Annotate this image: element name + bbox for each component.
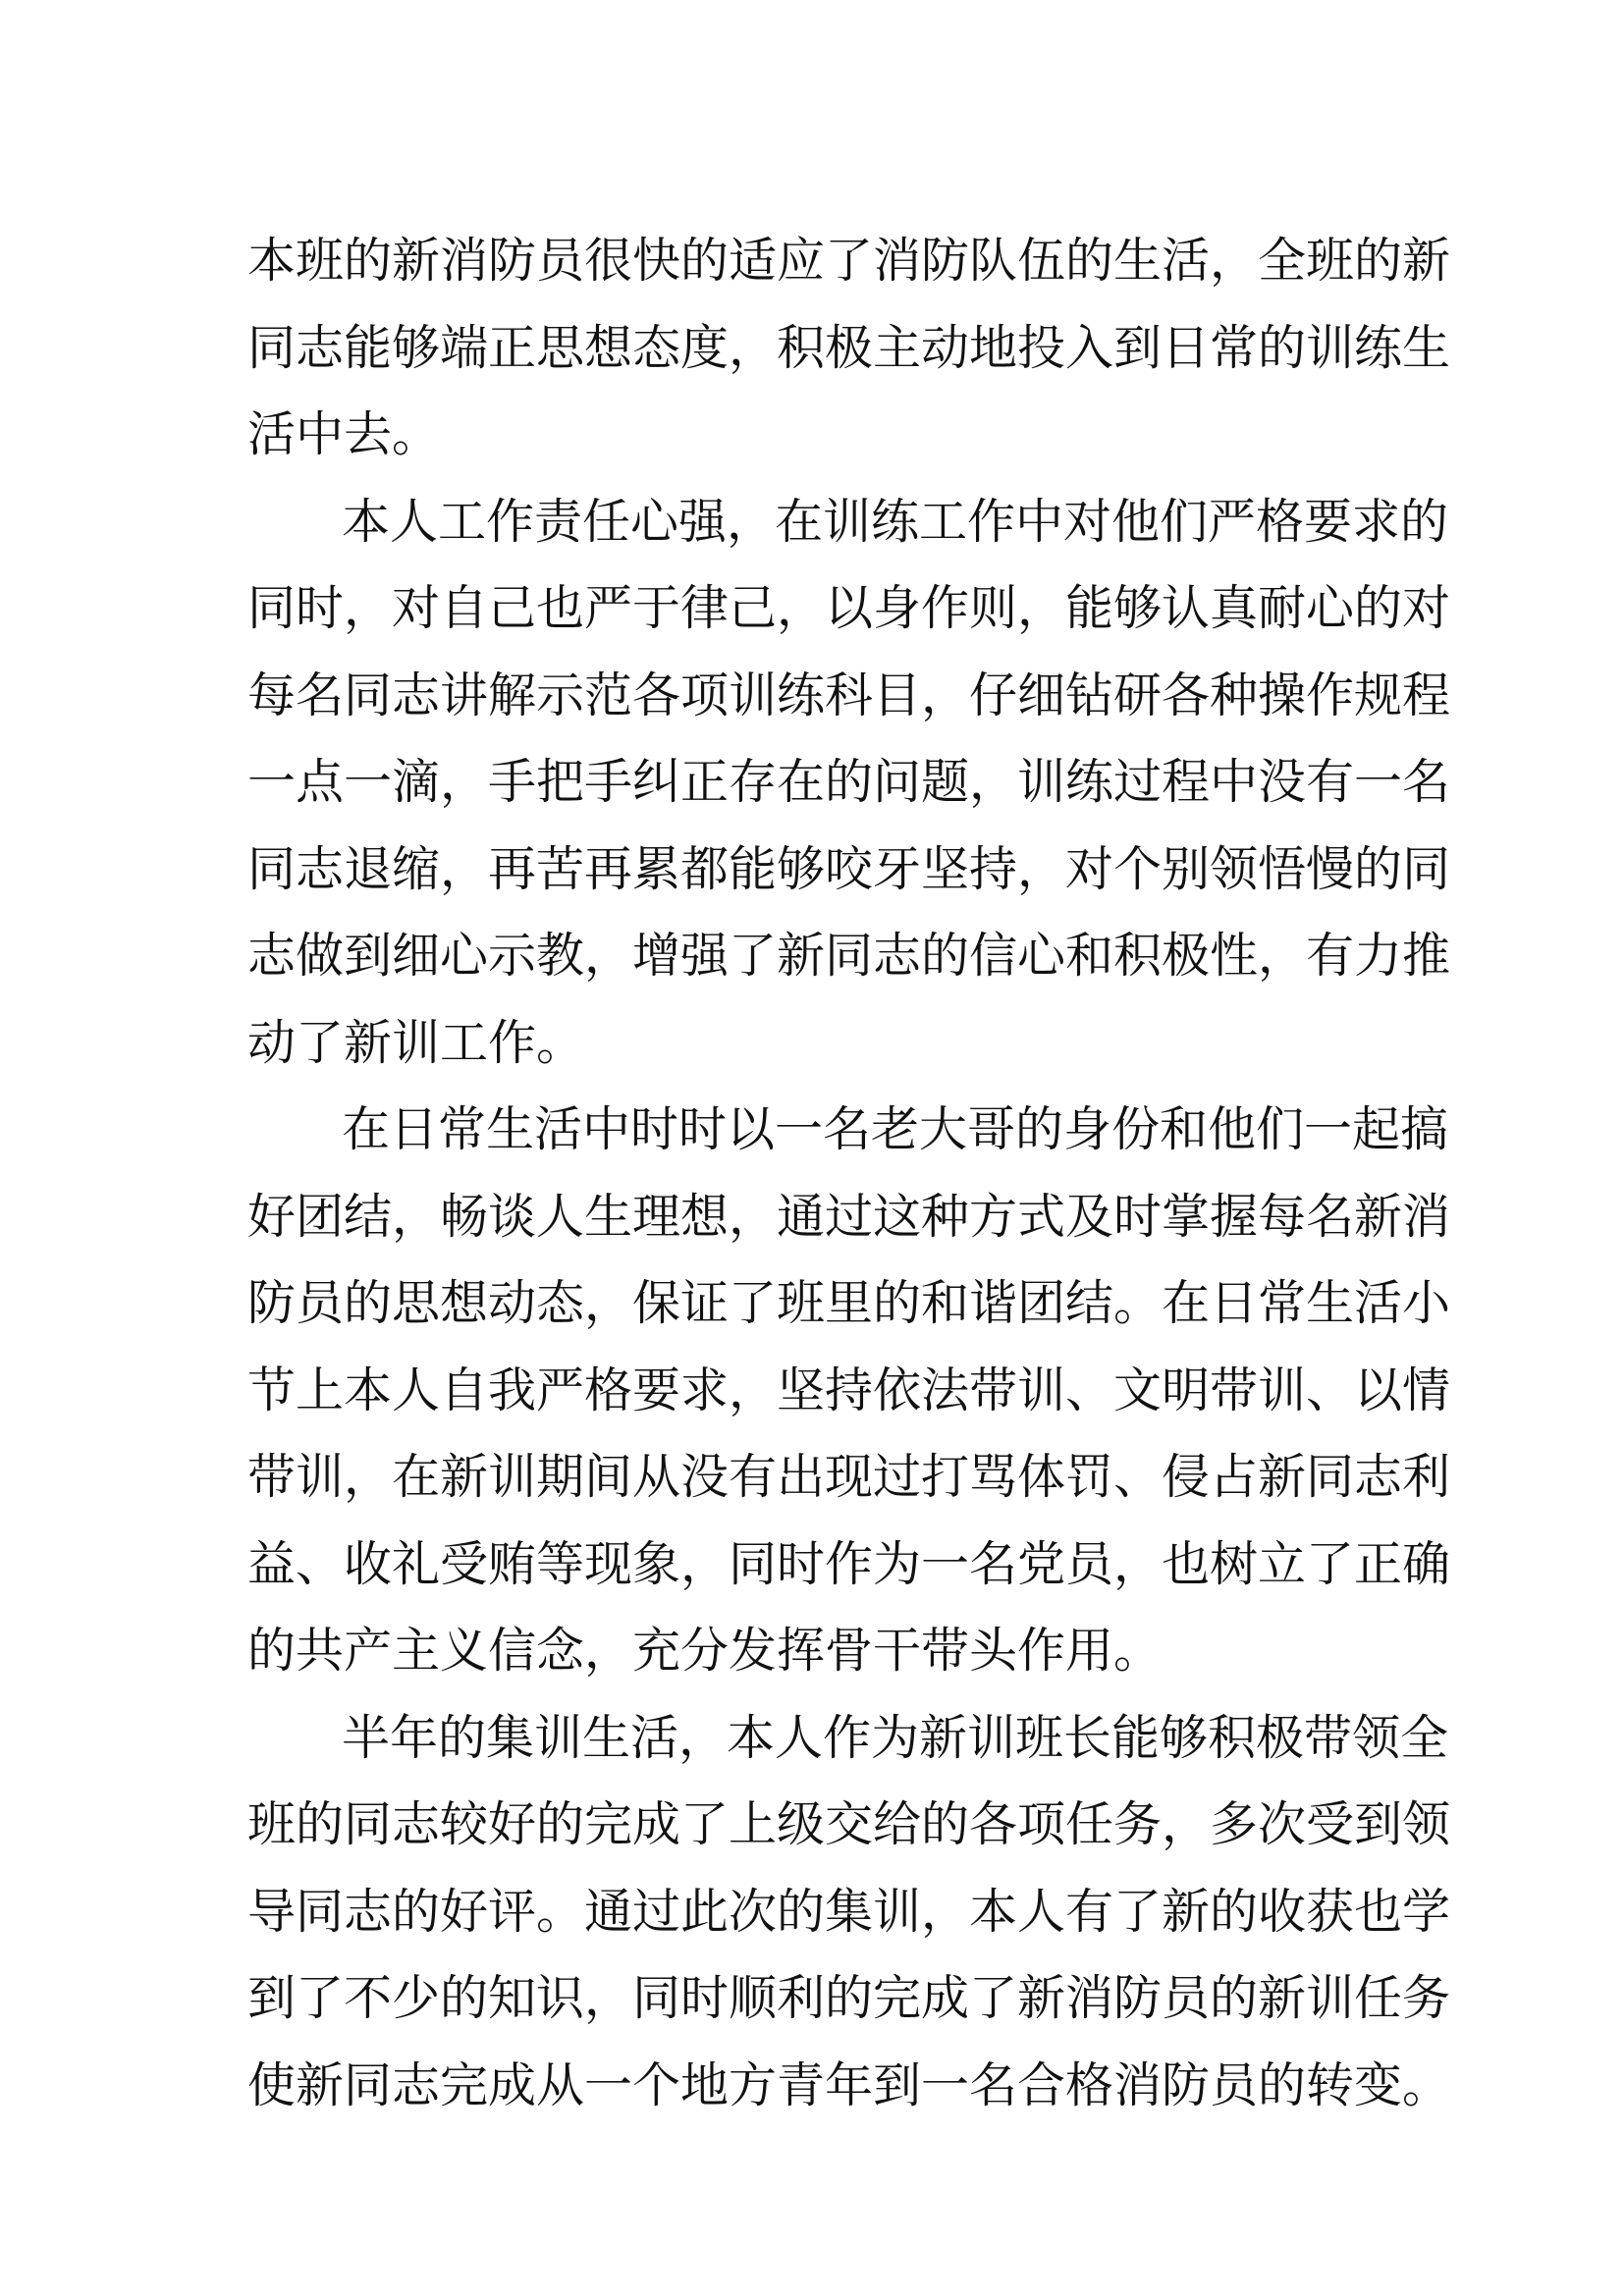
paragraph-3-line-7: 的共产主义信念，充分发挥骨干带头作用。 [247,1623,1163,1679]
paragraph-1-line-1: 本班的新消防员很快的适应了消防队伍的生活，全班的新 [247,233,1451,289]
paragraph-4-line-3: 导同志的好评。通过此次的集训，本人有了新的收获也学 [247,1883,1451,1940]
paragraph-3-line-2: 好团结，畅谈人生理想，通过这种方式及时掌握每名新消 [247,1188,1451,1245]
paragraph-2-line-2: 同时，对自己也严于律己，以身作则，能够认真耐心的对 [247,580,1451,636]
paragraph-3-line-1: 在日常生活中时时以一名老大哥的身份和他们一起搞 [342,1101,1449,1157]
paragraph-2-line-6: 志做到细心示教，增强了新同志的信心和积极性，有力推 [247,928,1451,984]
paragraph-2-line-4: 一点一滴，手把手纠正存在的问题，训练过程中没有一名 [247,754,1451,810]
paragraph-4-line-1: 半年的集训生活，本人作为新训班长能够积极带领全 [342,1709,1449,1766]
paragraph-4-line-5: 使新同志完成从一个地方青年到一名合格消防员的转变。 [247,2056,1451,2113]
paragraph-1-line-3: 活中去。 [247,406,441,462]
paragraph-3-line-5: 带训，在新训期间从没有出现过打骂体罚、侵占新同志利 [247,1449,1451,1505]
paragraph-2-line-3: 每名同志讲解示范各项训练科目，仔细钻研各种操作规程 [247,667,1451,723]
paragraph-2-line-1: 本人工作责任心强，在训练工作中对他们严格要求的 [342,493,1449,550]
paragraph-2-line-5: 同志退缩，再苦再累都能够咬牙坚持，对个别领悟慢的同 [247,840,1451,897]
paragraph-3-line-4: 节上本人自我严格要求，坚持依法带训、文明带训、以情 [247,1362,1451,1418]
paragraph-4-line-2: 班的同志较好的完成了上级交给的各项任务，多次受到领 [247,1796,1451,1852]
paragraph-4-line-4: 到了不少的知识，同时顺利的完成了新消防员的新训任务 [247,1970,1451,2026]
paragraph-2-line-7: 动了新训工作。 [247,1014,585,1071]
paragraph-1-line-2: 同志能够端正思想态度，积极主动地投入到日常的训练生 [247,319,1451,376]
document-body [247,218,1451,2129]
paragraph-3-line-3: 防员的思想动态，保证了班里的和谐团结。在日常生活小 [247,1275,1451,1331]
paragraph-3-line-6: 益、收礼受贿等现象，同时作为一名党员，也树立了正确 [247,1535,1451,1592]
